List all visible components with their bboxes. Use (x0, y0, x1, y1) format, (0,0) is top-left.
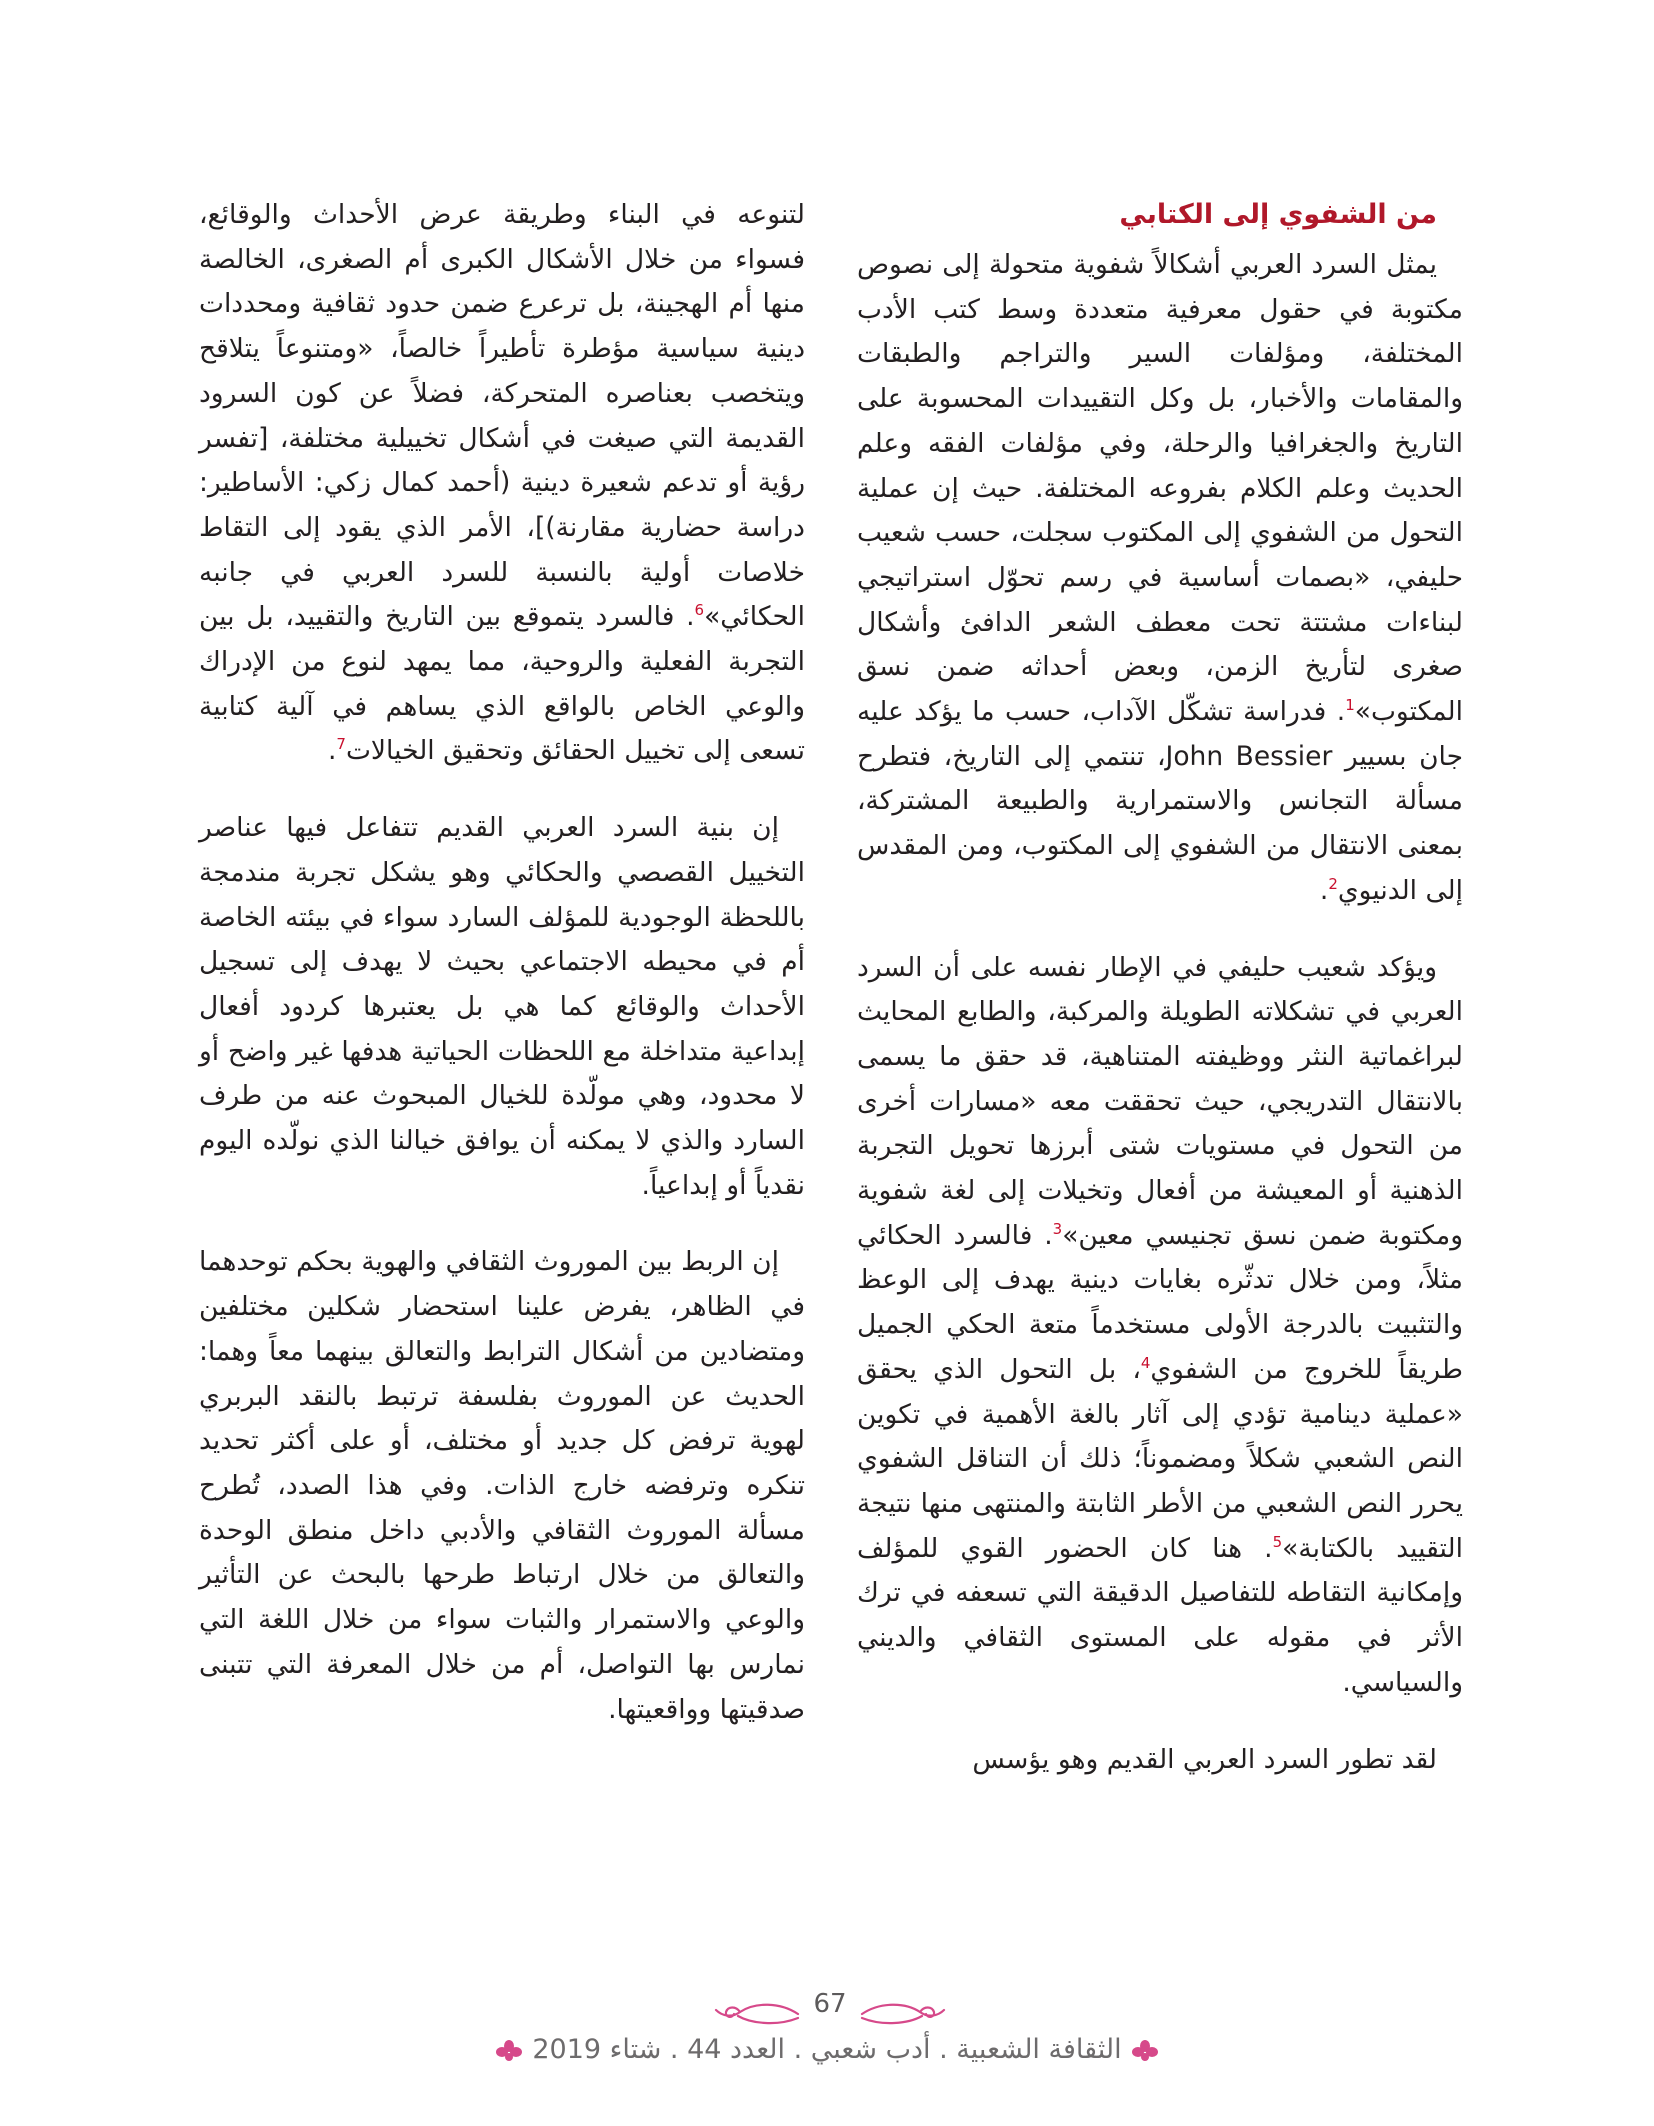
paragraph (199, 806, 805, 1208)
section-title: من الشفوي إلى الكتابي (1119, 199, 1437, 230)
running-footer (480, 2030, 1174, 2070)
flower-icon (494, 2040, 524, 2062)
footnote-marker: 4 (1140, 1354, 1151, 1373)
footnote-marker: 7 (336, 735, 346, 754)
paragraph-text: إن الربط بين الموروث الثقافي والهوية بحكم توحدهما في الظاهر، يفرض علينا استحضار شكلين مختلفين ومتضادين من أشكال الترابط والتعالق بينهما معاً وهما: الحديث عن الموروث بفلسفة ترتبط بالنقد البربري لهوية ترفض كل جديد أو مختلف، أو على أكثر تحديد تنكره وترفضه خارج الذات. وفي هذا الصدد، تُطرح مسألة الموروث الثقافي والأدبي داخل منطق الوحدة والتعالق من خلال ارتباط طرحها بالبحث عن التأثير والوعي والاستمرار والثبات سواء من خلال اللغة التي نمارس بها التواصل، أم من خلال المعرفة التي تتبنى صدقيتها وواقعيتها. (199, 1246, 805, 1725)
footnote-marker: 3 (1052, 1219, 1063, 1238)
paragraph-text: لتنوعه في البناء وطريقة عرض الأحداث والوقائع، فسواء من خلال الأشكال الكبرى أم الصغرى، الخالصة منها أم الهجينة، بل ترعرع ضمن حدود ثقافية ومحددات دينية سياسية مؤطرة تأطيراً خالصاً، «ومتنوعاً يتلاقح ويتخصب بعناصره المتحركة، فضلاً عن كون السرود القديمة التي صيغت في أشكال تخييلية مختلفة، [تفسر رؤية أو تدعم شعيرة دينية (أحمد كمال زكي: الأساطير: دراسة حضارية مقارنة)]، الأمر الذي يقود إلى التقاط خلاصات أولية بالنسبة للسرد العربي في جانبه الحكائي» (199, 199, 805, 633)
right-column (857, 193, 1463, 1782)
paragraph-text: . (327, 735, 337, 767)
left-column (199, 193, 805, 1732)
paragraph-text: إن بنية السرد العربي القديم تتفاعل فيها عناصر التخييل القصصي والحكائي وهو يشكل تجربة مندمجة باللحظة الوجودية للمؤلف السارد سواء في بيئته الخاصة أم في محيطه الاجتماعي بحيث لا يهدف إلى تسجيل الأحداث والوقائع كما هي بل يعتبرها كردود أفعال إبداعية متداخلة مع اللحظات الحياتية هدفها غير واضح أو لا محدود، وهي مولّدة للخيال المبحوث عنه من طرف السارد والذي لا يمكنه أن يوافق خيالنا الذي نولّده اليوم نقدياً أو إبداعياً. (199, 812, 805, 1201)
flower-icon (1130, 2040, 1160, 2062)
page-number: 67 (813, 1989, 847, 2019)
footnote-marker: 2 (1328, 875, 1338, 894)
paragraph-text: . (1319, 874, 1329, 906)
latin-name: John Bessier (1165, 740, 1333, 772)
paragraph-text: ويؤكد شعيب حليفي في الإطار نفسه على أن السرد العربي في تشكلاته الطويلة والمركبة، والطابع المحايث لبراغماتية النثر ووظيفته المتناهية، قد حقق ما يسمى بالانتقال التدريجي، حيث تحققت معه «مسارات أخرى من التحول في مستويات شتى أبرزها تحويل التجربة الذهنية أو المعيشة من أفعال وتخيلات إلى لغة شفوية ومكتوبة ضمن نسق تجنيسي معين» (857, 951, 1463, 1251)
paragraph-text: . فالسرد يتموقع بين التاريخ والتقييد، بل بين التجربة الفعلية والروحية، مما يمهد لنوع من الإدراك والوعي الخاص بالواقع الذي يساهم في آلية كتابية تسعى إلى تخييل الحقائق وتحقيق الخيالات (199, 601, 805, 767)
paragraph-text: لقد تطور السرد العربي القديم وهو يؤسس (972, 1743, 1437, 1775)
paragraph-text: ، بل التحول الذي يحقق «عملية دينامية تؤدي إلى آثار بالغة الأهمية في تكوين النص الشعبي شكلاً ومضموناً؛ ذلك أن التناقل الشفوي يحرر النص الشعبي من الأطر الثابتة والمنتهى منها نتيجة التقييد بالكتابة» (857, 1353, 1463, 1564)
paragraph (199, 193, 805, 774)
paragraph (857, 243, 1463, 914)
paragraph (199, 1240, 805, 1732)
footnote-marker: 6 (694, 601, 705, 620)
running-footer-text: الثقافة الشعبية . أدب شعبي . العدد 44 . شتاء 2019 (532, 2034, 1122, 2065)
paragraph (857, 1738, 1463, 1783)
paragraph-text: ، تنتمي إلى التاريخ، فتطرح مسألة التجانس والاستمرارية والطبيعة المشتركة، بمعنى الانتقال من الشفوي إلى المكتوب، ومن المقدس إلى الدنيوي (857, 740, 1463, 906)
paragraph-text: يمثل السرد العربي أشكالاً شفوية متحولة إلى نصوص مكتوبة في حقول معرفية متعددة وسط كتب الأدب المختلفة، ومؤلفات السير والتراجم والطبقات والمقامات والأخبار، بل وكل التقييدات المحسوبة على التاريخ والجغرافيا والرحلة، وفي مؤلفات الفقه وعلم الحديث وعلم الكلام بفروعه المختلفة. حيث إن عملية التحول من الشفوي إلى المكتوب سجلت، حسب شعيب حليفي، «بصمات أساسية في رسم تحوّل استراتيجي لبناءات مشتتة تحت معطف الشعر الدافئ وأشكال صغرى لتأريخ الزمن، وبعض أحداثه ضمن نسق المكتوب» (857, 249, 1463, 728)
paragraph-text: . هنا كان الحضور القوي للمؤلف وإمكانية التقاطه للتفاصيل الدقيقة التي تسعفه في ترك الأثر في مقوله على المستوى الثقافي والديني والسياسي. (857, 1532, 1463, 1698)
paragraph (857, 946, 1463, 1706)
paragraph-text: . فالسرد الحكائي مثلاً، ومن خلال تدثّره بغايات دينية يهدف إلى الوعظ والتثبيت بالدرجة الأولى مستخدماً متعة الحكي الجميل طريقاً للخروج من الشفوي (857, 1219, 1463, 1385)
footnote-marker: 5 (1272, 1532, 1283, 1551)
paragraph-text: . فدراسة تشكّل الآداب، حسب ما يؤكد عليه جان بسيير (857, 696, 1463, 772)
footnote-marker: 1 (1345, 696, 1355, 715)
